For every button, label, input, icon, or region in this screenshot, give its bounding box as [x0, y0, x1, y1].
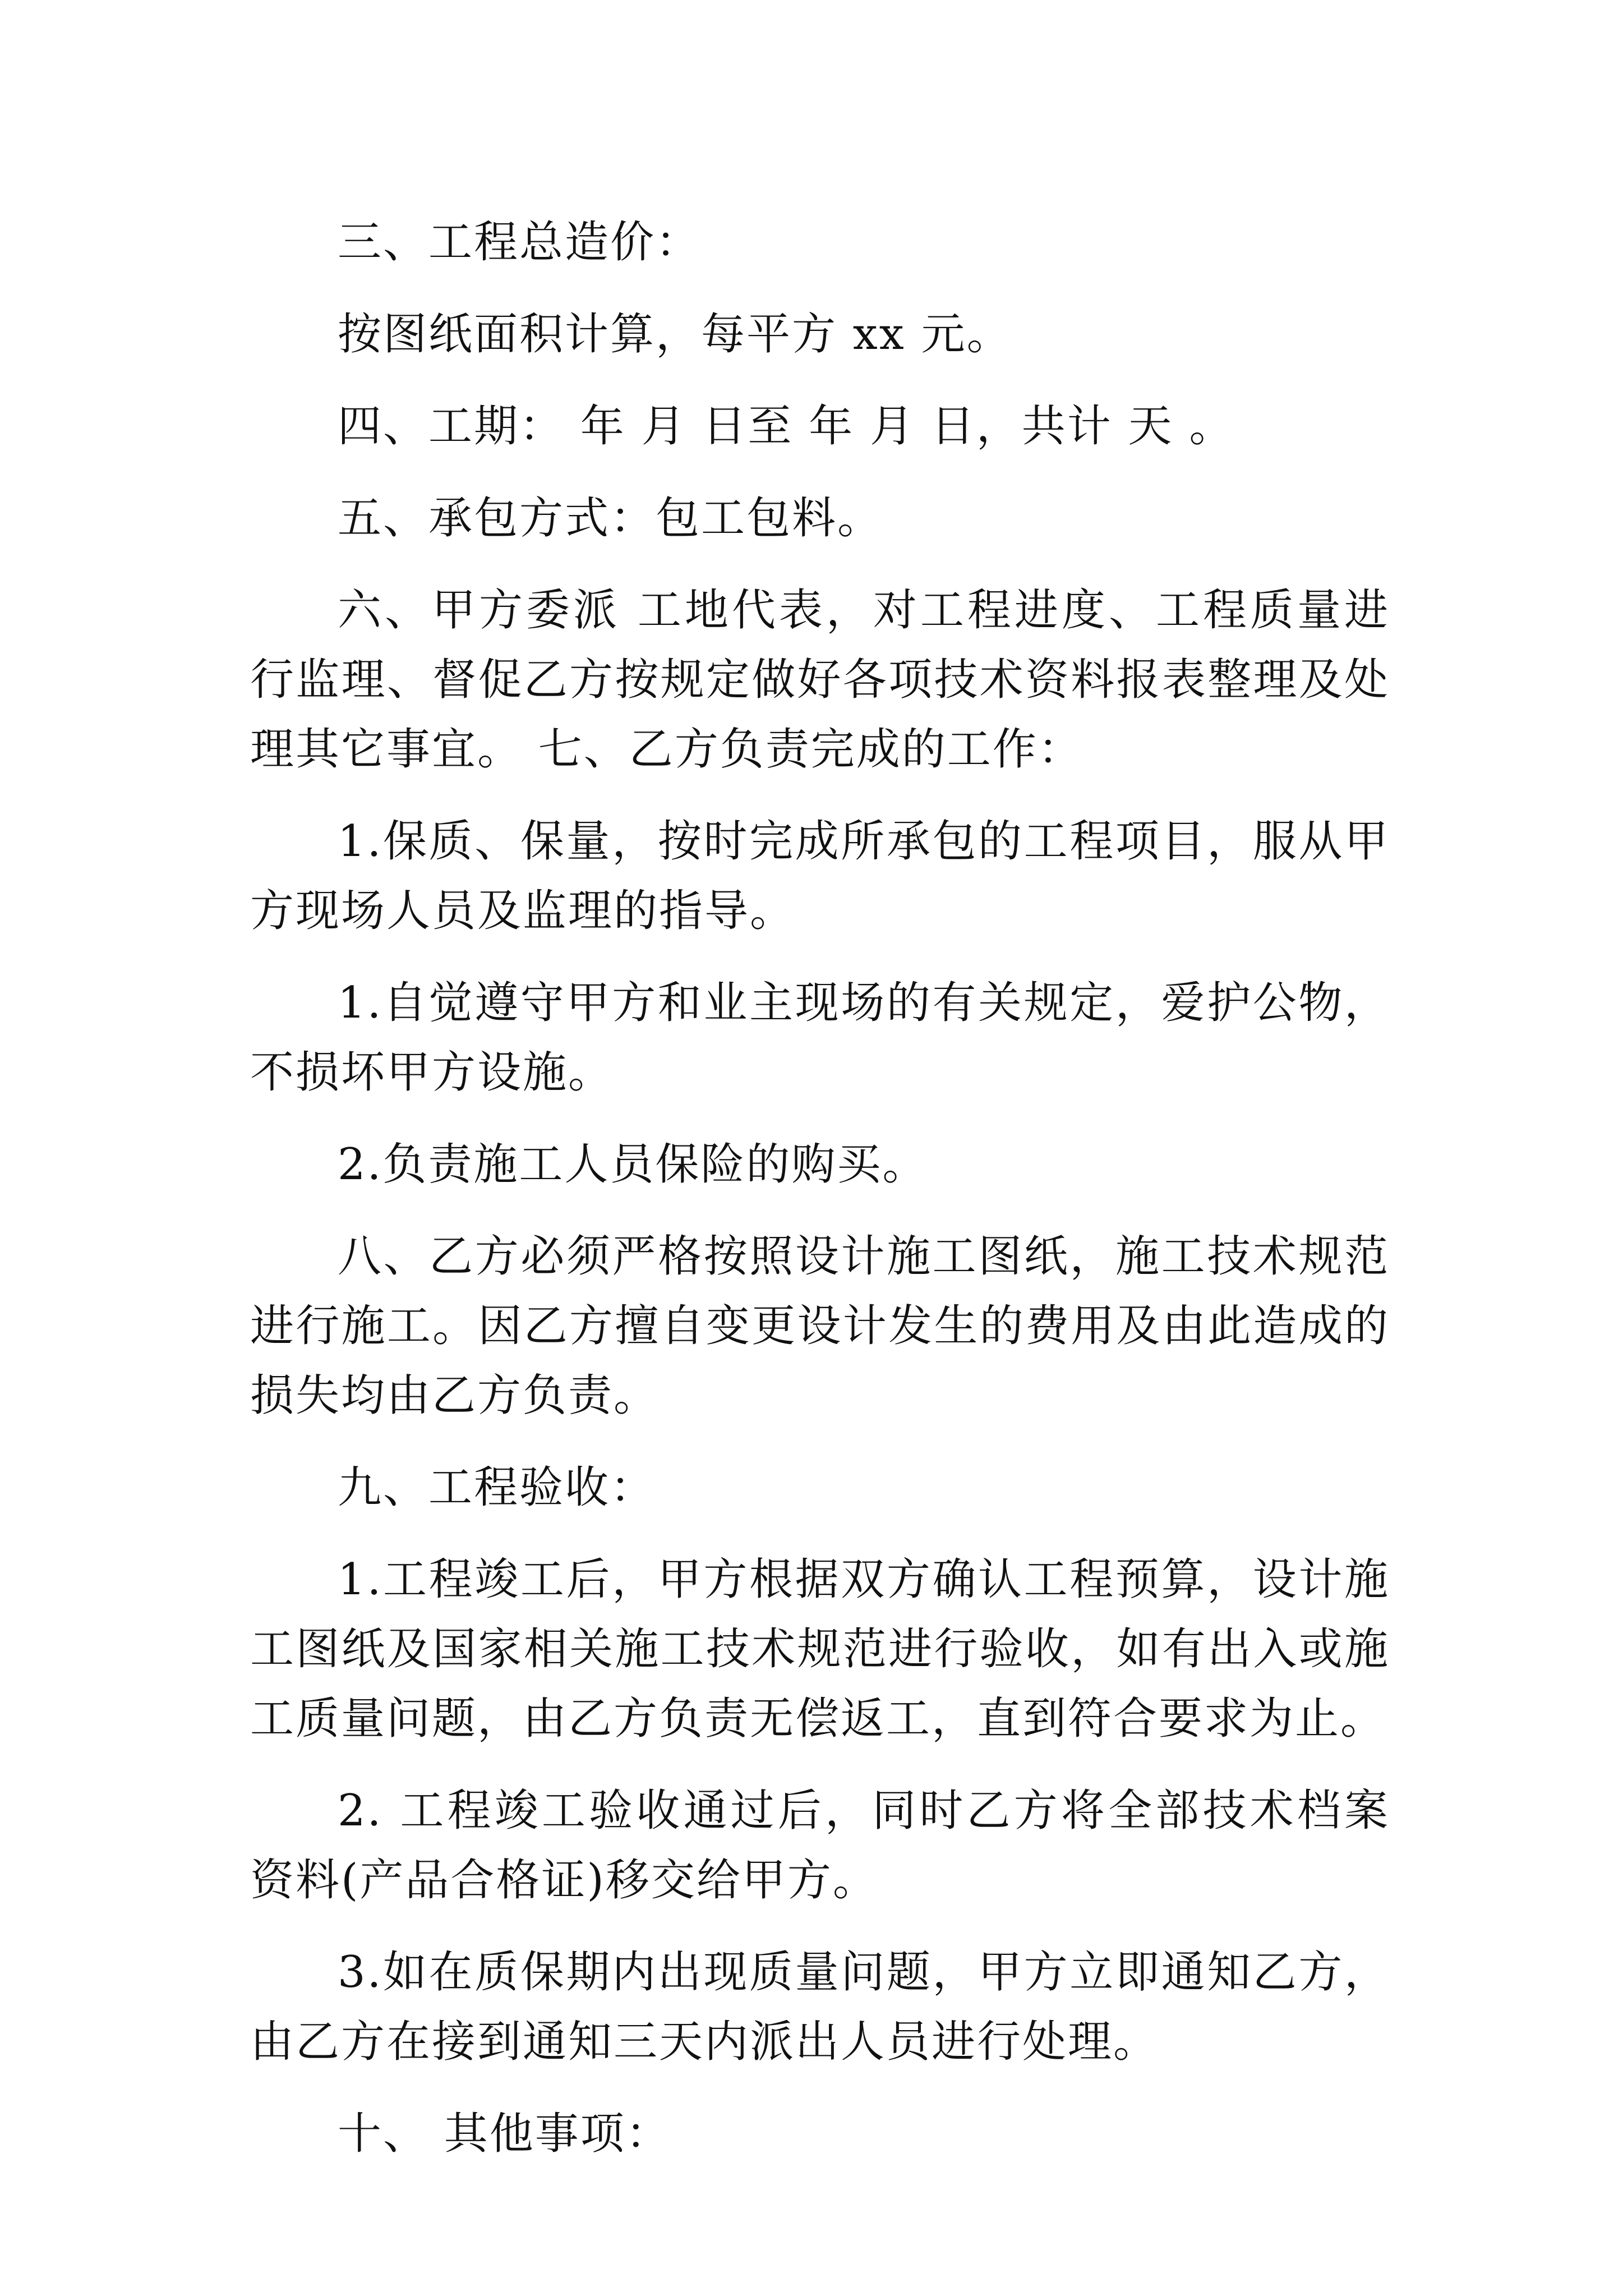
paragraph-construction-period: 四、工期： 年 月 日至 年 月 日，共计 天 。 [338, 401, 1235, 452]
paragraph-contract-method: 五、承包方式：包工包料。 [338, 493, 883, 544]
paragraph-item-site-rules: 1.自觉遵守甲方和业主现场的有关规定，爱护公物，不损坏甲方设施。 [250, 978, 1390, 1098]
paragraph-total-cost-heading: 三、工程总造价： [338, 217, 702, 268]
paragraph-acceptance-item-2: 2. 工程竣工验收通过后，同时乙方将全部技术档案资料(产品合格证)移交给甲方。 [250, 1786, 1390, 1906]
paragraph-other-matters-heading: 十、 其他事项： [338, 2109, 671, 2159]
paragraph-design-compliance: 八、乙方必须严格按照设计施工图纸，施工技术规范进行施工。因乙方擅自变更设计发生的费用及由此造成的损失均由乙方负责。 [250, 1231, 1390, 1421]
paragraph-acceptance-item-1: 1.工程竣工后，甲方根据双方确认工程预算，设计施工图纸及国家相关施工技术规范进行验收，如有出入或施工质量问题，由乙方负责无偿返工，直到符合要求为止。 [250, 1554, 1390, 1744]
paragraph-cost-calculation: 按图纸面积计算，每平方 xx 元。 [338, 309, 1012, 360]
paragraph-acceptance-heading: 九、工程验收： [338, 1462, 656, 1513]
paragraph-acceptance-item-3: 3.如在质保期内出现质量问题，甲方立即通知乙方，由乙方在接到通知三天内派出人员进行处理。 [250, 1947, 1390, 2067]
paragraph-site-representative: 六、甲方委派 工地代表，对工程进度、工程质量进行监理、督促乙方按规定做好各项技术资料报表整理及处理其它事宜。 七、乙方负责完成的工作： [250, 585, 1390, 775]
document-body [250, 208, 1390, 2169]
paragraph-item-insurance: 2.负责施工人员保险的购买。 [338, 1139, 928, 1190]
paragraph-item-quality: 1.保质、保量，按时完成所承包的工程项目，服从甲方现场人员及监理的指导。 [250, 816, 1390, 936]
